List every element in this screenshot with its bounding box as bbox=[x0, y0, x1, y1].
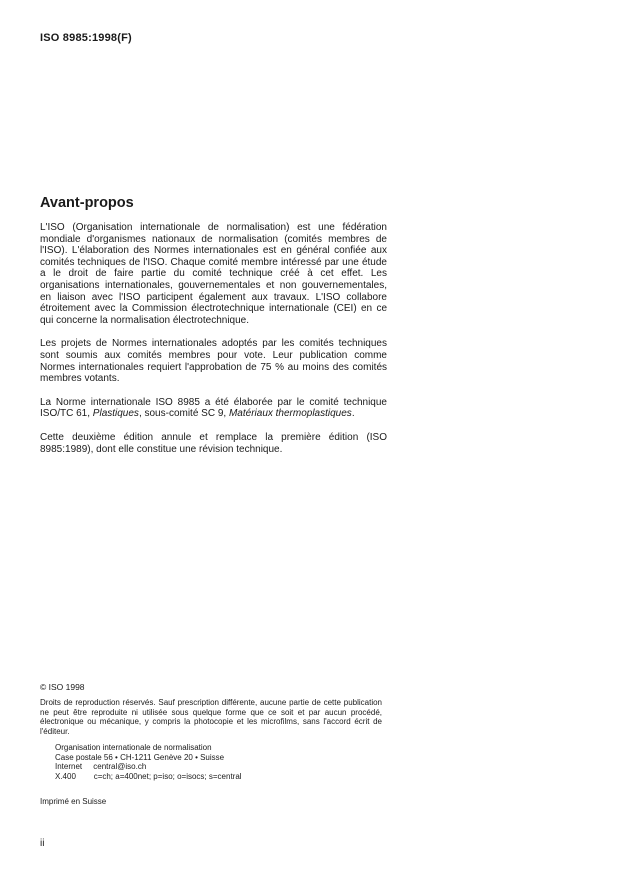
page-number: ii bbox=[40, 838, 45, 849]
address-internet: Internet central@iso.ch bbox=[55, 762, 147, 772]
reproduction-rights-text: Droits de reproduction réservés. Sauf prescription différente, aucune partie de cette publication ne peut être reproduite ni utilisée sous quelque forme que ce soit et par aucun procédé, électronique ou mécanique, y compris la photocopie et les microfilms, sans l'accord écrit de l'éditeur. bbox=[40, 698, 382, 736]
body-text-block bbox=[40, 222, 387, 466]
paragraph-committee-lead: La Norme internationale ISO 8985 a été élaborée par le comité technique ISO/TC 61, bbox=[40, 396, 387, 420]
paragraph-committee bbox=[40, 397, 387, 420]
paragraph-committee-mid: , sous-comité SC 9, bbox=[138, 408, 229, 420]
printed-in-notice: Imprimé en Suisse bbox=[40, 797, 107, 806]
address-postal: Case postale 56 • CH-1211 Genève 20 • Suisse bbox=[55, 752, 225, 762]
address-organization: Organisation internationale de normalisation bbox=[55, 743, 212, 752]
paragraph-second-edition: Cette deuxième édition annule et remplace la première édition (ISO 8985:1989), dont elle constitue une révision technique. bbox=[40, 431, 387, 455]
paragraph-committee-tail: . bbox=[351, 408, 355, 420]
publisher-address-block bbox=[55, 743, 242, 781]
document-reference: ISO 8985:1998(F) bbox=[40, 32, 132, 44]
subcommittee-name-italic: Matériaux thermoplastiques bbox=[228, 408, 352, 420]
committee-name-italic: Plastiques bbox=[92, 408, 139, 420]
address-x400: X.400 c=ch; a=400net; p=iso; o=isocs; s=central bbox=[55, 771, 242, 781]
paragraph-iso-intro: L'ISO (Organisation internationale de normalisation) est une fédération mondiale d'organismes nationaux de normalisation (comités membres de l'ISO). L'élaboration des Normes internationales est en général confiée aux comités techniques de l'ISO. Chaque comité membre intéressé par une étude a le droit de faire partie du comité technique créé à cet effet. Les organisations internationales, gouvernementales et non gouvernementales, en liaison avec l'ISO participent également aux travaux. L'ISO collabore étroitement avec la Commission électrotechnique internationale (CEI) en ce qui concerne la normalisation électrotechnique. bbox=[40, 222, 387, 326]
copyright-notice: © ISO 1998 bbox=[40, 682, 85, 692]
paragraph-draft-votes: Les projets de Normes internationales adoptés par les comités techniques sont soumis aux comités membres pour vote. Leur publication comme Normes internationales requiert l'approbation de 75 % au moins des comités membres votants. bbox=[40, 338, 387, 385]
section-title: Avant-propos bbox=[40, 194, 134, 211]
